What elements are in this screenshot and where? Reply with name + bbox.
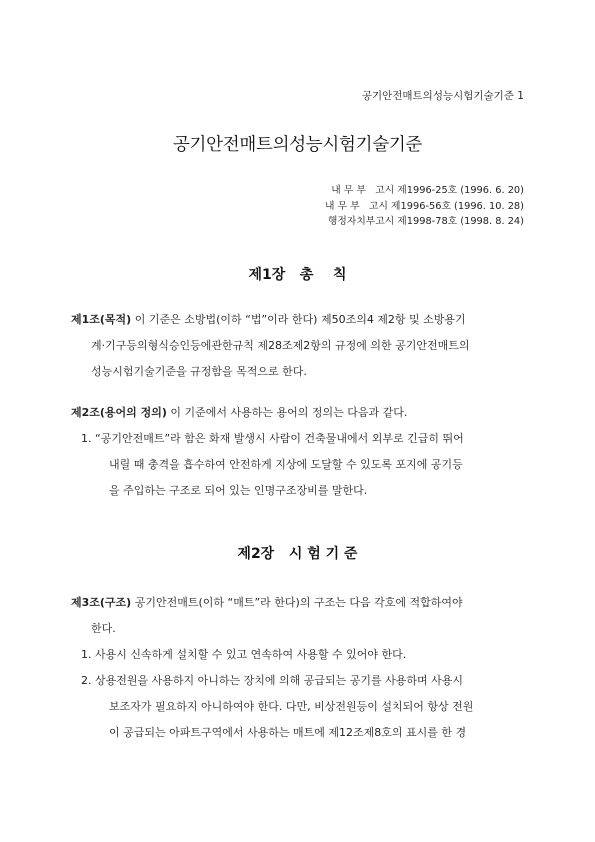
article-3-item-2-cont: 보조자가 필요하지 아니하여야 한다. 다만, 비상전원등이 설치되어 항상 전원 [109, 700, 474, 713]
article-2-item-1-cont: 내릴 때 충격을 흡수하여 안전하게 지상에 도달할 수 있도록 포지에 공기등 [109, 458, 463, 471]
document-title: 공기안전매트의성능시험기술기준 [172, 135, 423, 155]
notice-line: 내 무 부 고시 제1996-25호 (1996. 6. 20) [331, 185, 524, 196]
notice-line: 행정자치부고시 제1998-78호 (1998. 8. 24) [327, 216, 524, 227]
item-text: 상용전원을 사용하지 아니하는 장치에 의해 공급되는 공기를 사용하며 사용시 [95, 674, 464, 687]
article-1-text: 이 기준은 소방법(이하 “법”이라 한다) 제50조의4 제2항 및 소방용기 [131, 313, 466, 326]
article-3-item-2-cont: 이 공급되는 아파트구역에서 사용하는 매트에 제12조제8호의 표시를 한 경 [109, 726, 467, 739]
article-3-line [71, 590, 531, 616]
article-2-item-1 [71, 426, 531, 452]
article-1-line [71, 307, 531, 333]
article-2 [71, 400, 531, 504]
article-3-item-2 [71, 668, 531, 694]
article-2-item-1-cont: 을 주입하는 구조로 되어 있는 인명구조장비를 말한다. [109, 484, 368, 497]
chapter-2-heading: 제2장 시 험 기 준 [237, 546, 358, 562]
article-1 [71, 307, 531, 385]
article-3-text: 공기안전매트(이하 “매트”라 한다)의 구조는 다음 각호에 적합하여야 [131, 596, 463, 609]
notice-line: 내 무 부 고시 제1996-56호 (1996. 10. 28) [325, 200, 524, 212]
item-text: 사용시 신속하게 설치할 수 있고 연속하여 사용할 수 있어야 한다. [95, 648, 407, 661]
article-2-heading: 제2조(용어의 정의) [71, 406, 167, 419]
article-3-item-1 [71, 642, 531, 668]
article-1-line: 계·기구등의형식승인등에관한규칙 제28조제2항의 규정에 의한 공기안전매트의 [91, 339, 470, 352]
running-header: 공기안전매트의성능시험기술기준 1 [361, 90, 524, 102]
article-2-line [71, 400, 531, 426]
article-1-heading: 제1조(목적) [71, 313, 132, 326]
article-3 [71, 590, 531, 746]
item-text: “공기안전매트”라 함은 화재 발생시 사람이 건축물내에서 외부로 긴급히 뛰어 [95, 432, 464, 445]
chapter-1-heading: 제1장 총 칙 [248, 267, 347, 283]
article-3-heading: 제3조(구조) [71, 596, 132, 609]
item-number: 1. [81, 648, 92, 661]
item-number: 2. [81, 674, 92, 687]
notice-list [325, 183, 524, 230]
article-2-text: 이 기준에서 사용하는 용어의 정의는 다음과 같다. [166, 406, 408, 419]
article-3-line: 한다. [91, 622, 116, 635]
article-1-line: 성능시험기술기준을 규정함을 목적으로 한다. [91, 365, 307, 378]
item-number: 1. [81, 432, 92, 445]
